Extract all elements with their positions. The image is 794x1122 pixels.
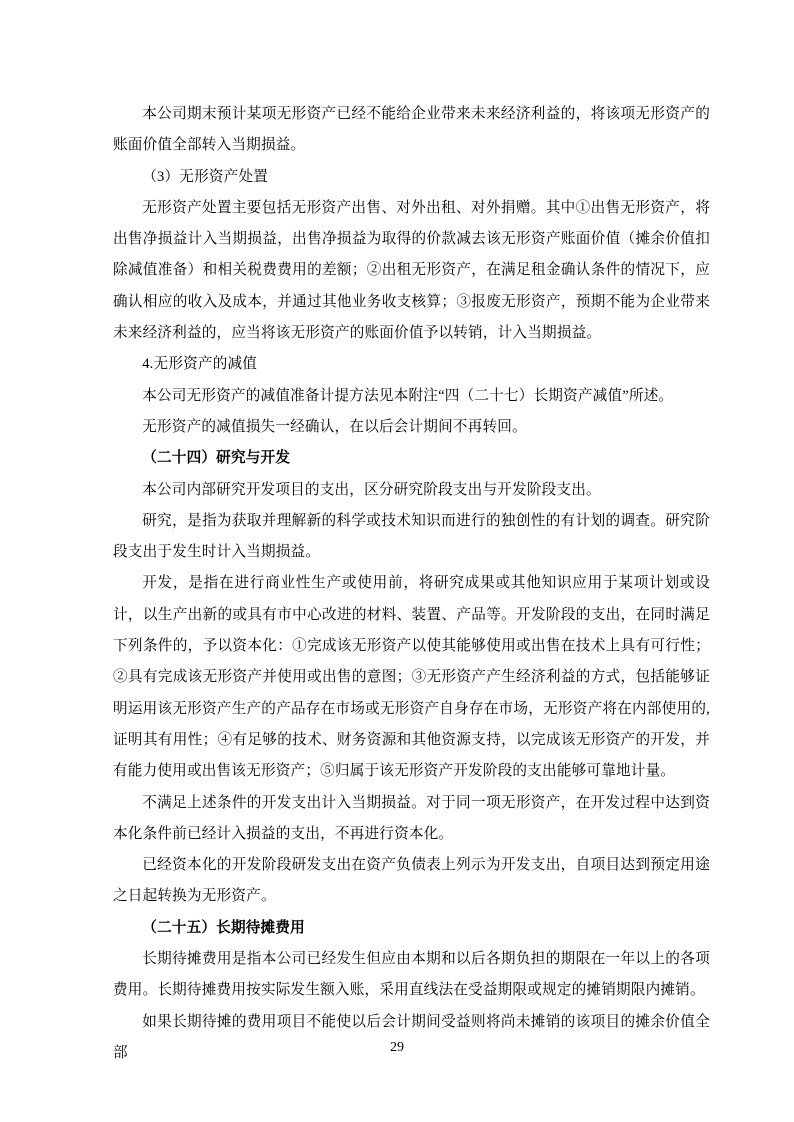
paragraph: 如果长期待摊的费用项目不能使以后会计期间受益则将尚未摊销的该项目的摊余价值全部: [113, 1013, 710, 1061]
paragraph-subsection-label: 4.无形资产的减值: [142, 356, 258, 373]
paragraph: 本公司期末预计某项无形资产已经不能给企业带来未来经济利益的，将该项无形资产的账面价值全部转入当期损益。: [113, 106, 710, 154]
paragraph: 无形资产的减值损失一经确认，在以后会计期间不再转回。: [142, 418, 527, 435]
page-number: 29: [390, 1040, 404, 1055]
section-heading-long-term-deferred-expenses: （二十五）长期待摊费用: [142, 919, 305, 936]
section-heading-research-development: （二十四）研究与开发: [142, 450, 291, 467]
paragraph: 开发，是指在进行商业性生产或使用前，将研究成果或其他知识应用于某项计划或设计，以生产出新的或具有市中心改进的材料、装置、产品等。开发阶段的支出，在同时满足下列条件的，予以资本化：①完成该无形资产以使其能够使用或出售在技术上具有可行性；②具有完成该无形资产并使用或出售的意图；③无形资产产生经济利益的方式，包括能够证明运用该无形资产生产的产品存在市场或无形资产自身存在市场，无形资产将在内部使用的,证明其有用性；④有足够的技术、财务资源和其他资源支持，以完成该无形资产的开发，并有能力使用或出售该无形资产；⑤归属于该无形资产开发阶段的支出能够可靠地计量。: [113, 575, 710, 780]
paragraph: 长期待摊费用是指本公司已经发生但应由本期和以后各期负担的期限在一年以上的各项费用。长期待摊费用按实际发生额入账，采用直线法在受益期限或规定的摊销期限内摊销。: [113, 951, 710, 999]
paragraph: 无形资产处置主要包括无形资产出售、对外出租、对外捐赠。其中①出售无形资产，将出售净损益计入当期损益，出售净损益为取得的价款减去该无形资产账面价值（摊余价值扣除减值准备）和相关税费费用的差额；②出租无形资产，在满足租金确认条件的情况下，应确认相应的收入及成本，并通过其他业务收支核算；③报废无形资产，预期不能为企业带来未来经济利益的，应当将该无形资产的账面价值予以转销，计入当期损益。: [113, 199, 710, 342]
paragraph: 本公司无形资产的减值准备计提方法见本附注“四（二十七）长期资产减值”所述。: [142, 387, 674, 404]
paragraph-subsection-label: （3）无形资产处置: [142, 168, 269, 185]
paragraph: 已经资本化的开发阶段研发支出在资产负债表上列示为开发支出，自项目达到预定用途之日起转换为无形资产。: [113, 857, 710, 905]
document-content: [113, 99, 710, 1069]
paragraph: 不满足上述条件的开发支出计入当期损益。对于同一项无形资产，在开发过程中达到资本化条件前已经计入损益的支出，不再进行资本化。: [113, 794, 710, 842]
paragraph: 本公司内部研究开发项目的支出，区分研究阶段支出与开发阶段支出。: [142, 481, 601, 498]
paragraph: 研究，是指为获取并理解新的科学或技术知识而进行的独创性的有计划的调查。研究阶段支出于发生时计入当期损益。: [113, 512, 710, 561]
